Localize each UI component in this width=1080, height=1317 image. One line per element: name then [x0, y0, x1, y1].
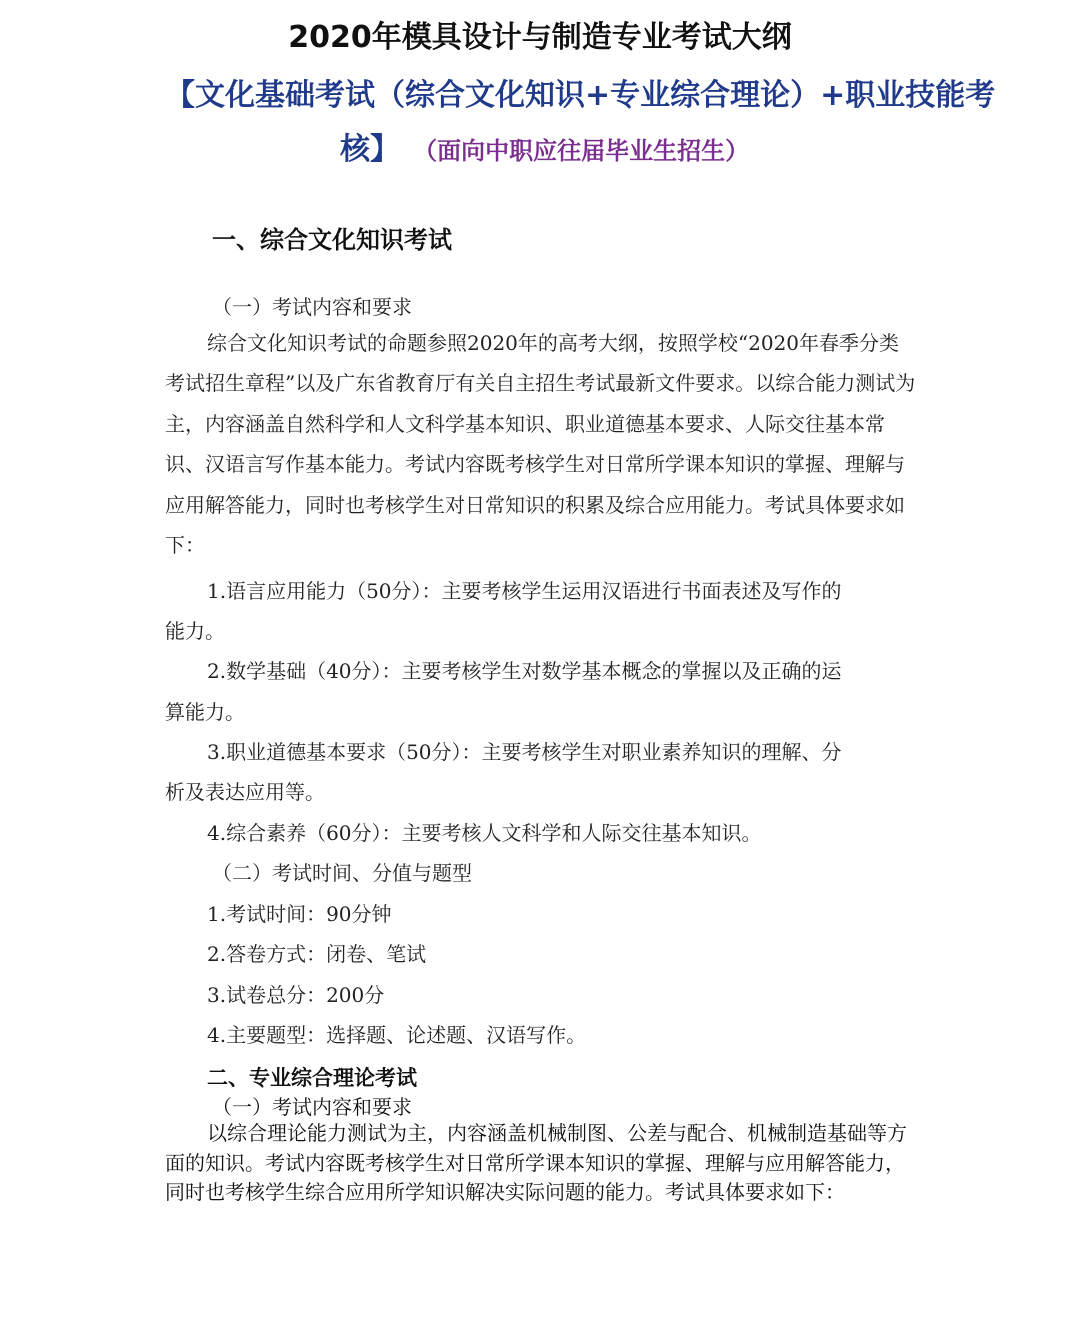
document-subtitle-line2-wrap — [340, 128, 749, 172]
section1-heading: 一、综合文化知识考试 — [212, 226, 452, 254]
document-subtitle-line2: 核】 — [340, 132, 400, 167]
req-item-3-line2: 析及表达应用等。 — [165, 780, 325, 804]
req-item-3-line1: 3.职业道德基本要求（50分）：主要考核学生对职业素养知识的理解、分 — [207, 740, 842, 764]
document-title: 2020年模具设计与制造专业考试大纲 — [288, 20, 792, 55]
document-subtitle-note: （面向中职应往届毕业生招生） — [413, 137, 750, 165]
req-item-2-line1: 2.数学基础（40分）：主要考核学生对数学基本概念的掌握以及正确的运 — [207, 659, 842, 683]
section2-sub1-heading: （一）考试内容和要求 — [212, 1095, 412, 1119]
document-subtitle-line1: 【文化基础考试（综合文化知识+专业综合理论）+职业技能考 — [165, 78, 996, 113]
section2-heading: 二、专业综合理论考试 — [207, 1066, 417, 1090]
section2-paragraph: 以综合理论能力测试为主，内容涵盖机械制图、公差与配合、机械制造基础等方面的知识。考试内容既考核学生对日常所学课本知识的掌握、理解与应用解答能力，同时也考核学生综合应用所学知识解决实际问题的能力。考试具体要求如下： — [165, 1121, 907, 1204]
exam-info-item-2: 2.答卷方式：闭卷、笔试 — [207, 942, 427, 966]
section1-paragraph: 综合文化知识考试的命题参照2020年的高考大纲，按照学校“2020年春季分类考试招生章程”以及广东省教育厅有关自主招生考试最新文件要求。以综合能力测试为主，内容涵盖自然科学和人文科学基本知识、职业道德基本要求、人际交往基本常识、汉语言写作基本能力。考试内容既考核学生对日常所学课本知识的掌握、理解与应用解答能力，同时也考核学生对日常知识的积累及综合应用能力。考试具体要求如下： — [165, 331, 916, 558]
req-item-4-line1: 4.综合素养（60分）：主要考核人文科学和人际交往基本知识。 — [207, 821, 762, 845]
exam-info-item-4: 4.主要题型：选择题、论述题、汉语写作。 — [207, 1023, 587, 1047]
section1-sub1-heading: （一）考试内容和要求 — [212, 295, 412, 319]
req-item-1-line1: 1.语言应用能力（50分）：主要考核学生运用汉语进行书面表述及写作的 — [207, 579, 842, 603]
exam-info-item-1: 1.考试时间：90分钟 — [207, 902, 392, 926]
exam-info-item-3: 3.试卷总分：200分 — [207, 983, 385, 1007]
section1-sub2-heading: （二）考试时间、分值与题型 — [212, 861, 472, 885]
req-item-1-line2: 能力。 — [165, 619, 225, 643]
req-item-2-line2: 算能力。 — [165, 700, 245, 724]
